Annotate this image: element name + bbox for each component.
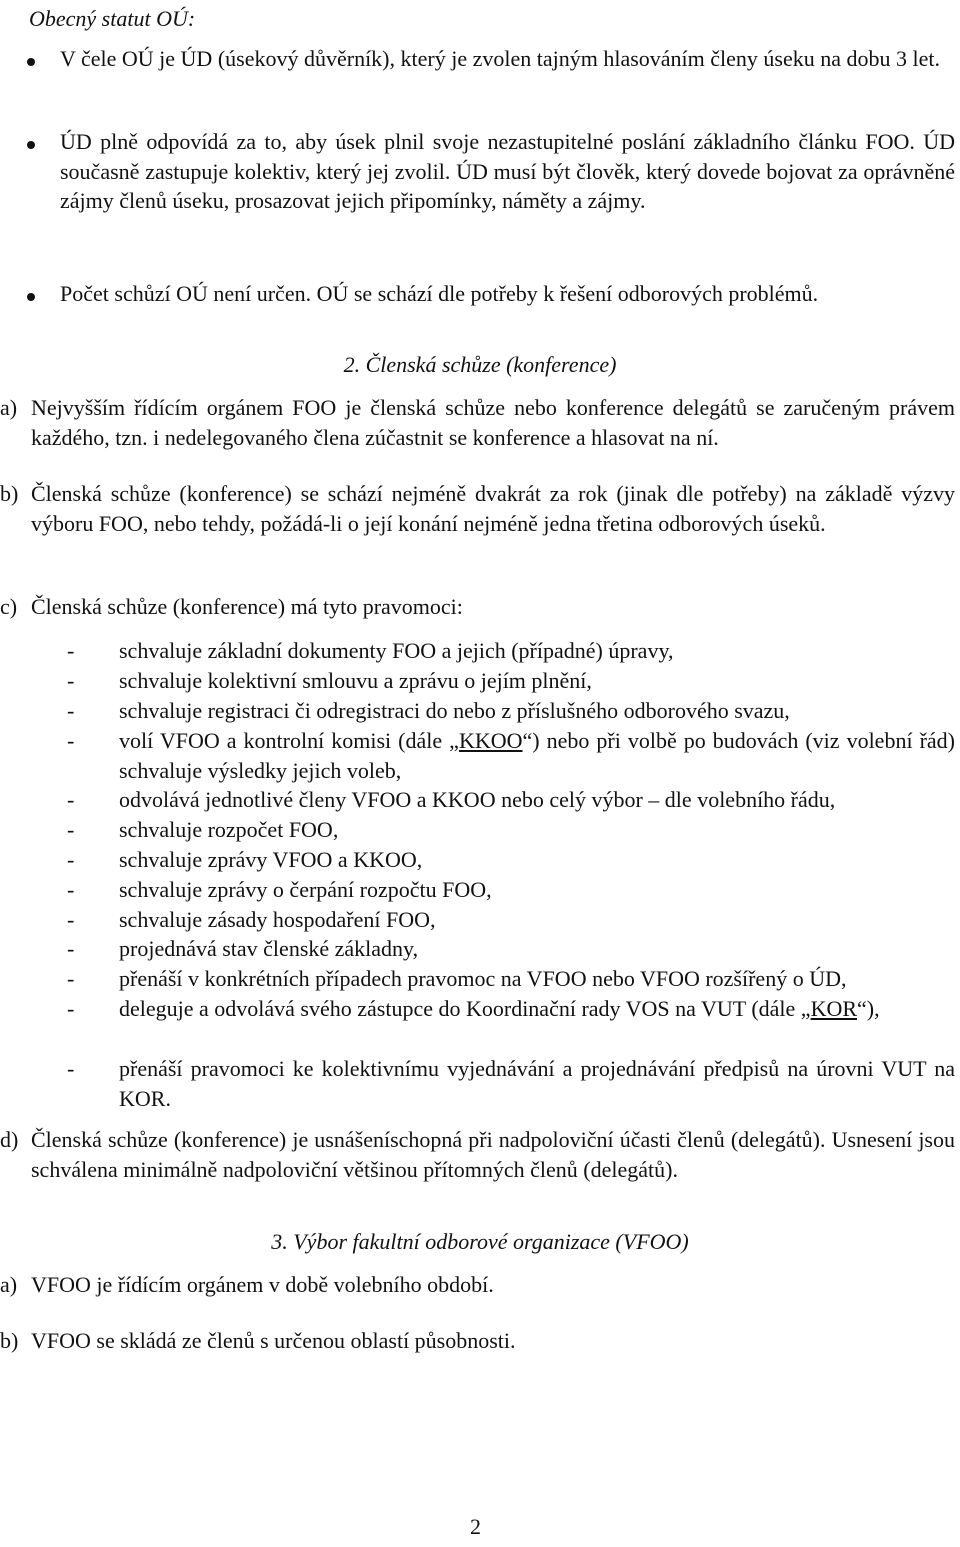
- dash-marker: -: [67, 817, 75, 842]
- list-item-text: volí VFOO a kontrolní komisi (dále „: [119, 728, 459, 753]
- bullet-item-2: ÚD plně odpovídá za to, aby úsek plnil svoje nezastupitelné poslání základního článku FOO. ÚD současně zastupuje kolektiv, který jej zvolil. ÚD musí být člověk, který dovede bojovat za oprávněné zájmy členů úseku, prosazovat jejich připomínky, náměty a zájmy.: [60, 129, 955, 213]
- dash-marker: -: [67, 787, 75, 812]
- page-number: 2: [470, 1514, 481, 1539]
- list-item: schvaluje kolektivní smlouvu a zprávu o jejím plnění,: [119, 668, 592, 693]
- dash-marker: -: [67, 1056, 75, 1081]
- list-item-text: deleguje a odvolává svého zástupce do Koordinační rady VOS na VUT (dále „: [119, 996, 811, 1021]
- bullet-dot: [27, 141, 35, 149]
- para-3b-label: b): [0, 1328, 19, 1353]
- list-item: schvaluje základní dokumenty FOO a jejich (případné) úpravy,: [119, 638, 674, 663]
- para-b-text: Členská schůze (konference) se schází nejméně dvakrát za rok (jinak dle potřeby) na základě výzvy výboru FOO, nebo tehdy, požádá-li o její konání nejméně jedna třetina odborových úseků.: [31, 481, 955, 536]
- para-b-label: b): [0, 481, 19, 506]
- dash-marker: -: [67, 996, 75, 1021]
- bullet-item-3: Počet schůzí OÚ není určen. OÚ se schází dle potřeby k řešení odborových problémů.: [60, 281, 819, 306]
- dash-marker: -: [67, 698, 75, 723]
- list-item: odvolává jednotlivé členy VFOO a KKOO nebo celý výbor – dle volebního řádu,: [119, 787, 836, 812]
- dash-marker: -: [67, 847, 75, 872]
- dash-marker: -: [67, 638, 75, 663]
- para-a-label: a): [0, 395, 18, 420]
- dash-marker: -: [67, 966, 75, 991]
- list-item-text: “),: [857, 996, 880, 1021]
- list-item: [119, 994, 955, 1024]
- bullet-item-1: V čele OÚ je ÚD (úsekový důvěrník), který je zvolen tajným hlasováním členy úseku na dobu 3 let.: [60, 46, 940, 71]
- para-d-label: d): [0, 1127, 19, 1152]
- para-a-text: Nejvyšším řídícím orgánem FOO je členská schůze nebo konference delegátů se zaručeným právem každého, tzn. i nedelegovaného člena zúčastnit se konference a hlasovat na ní.: [31, 395, 955, 450]
- abbreviation-kor: KOR: [810, 996, 858, 1021]
- section-heading: Obecný statut OÚ:: [29, 6, 196, 31]
- list-item: přenáší pravomoci ke kolektivnímu vyjednávání a projednávání předpisů na úrovni VUT na KOR.: [119, 1056, 955, 1111]
- list-item: schvaluje zprávy VFOO a KKOO,: [119, 847, 423, 872]
- para-d-text: Členská schůze (konference) je usnášeníschopná při nadpoloviční účasti členů (delegátů). Usnesení jsou schválena minimálně nadpoloviční většinou přítomných členů (delegátů).: [31, 1127, 955, 1182]
- dash-marker: -: [67, 907, 75, 932]
- para-c-text: Členská schůze (konference) má tyto pravomoci:: [31, 594, 463, 619]
- abbreviation-kkoo: KKOO: [458, 728, 523, 753]
- section-2-heading: 2. Členská schůze (konference): [343, 352, 617, 377]
- dash-marker: -: [67, 877, 75, 902]
- bullet-dot: [27, 58, 35, 66]
- list-item: schvaluje rozpočet FOO,: [119, 817, 339, 842]
- list-item: schvaluje zásady hospodaření FOO,: [119, 907, 436, 932]
- list-item-text: “) nebo při volbě po budovách (viz volební řád) schvaluje výsledky jejich voleb,: [119, 728, 955, 783]
- para-3a-text: VFOO je řídícím orgánem v době volebního období.: [31, 1272, 494, 1297]
- para-3a-label: a): [0, 1272, 18, 1297]
- list-item: přenáší v konkrétních případech pravomoc na VFOO nebo VFOO rozšířený o ÚD,: [119, 966, 847, 991]
- para-3b-text: VFOO se skládá ze členů s určenou oblastí působnosti.: [31, 1328, 516, 1353]
- dash-marker: -: [67, 936, 75, 961]
- list-item: schvaluje zprávy o čerpání rozpočtu FOO,: [119, 877, 492, 902]
- section-3-heading: 3. Výbor fakultní odborové organizace (VFOO): [271, 1229, 689, 1254]
- list-item: schvaluje registraci či odregistraci do nebo z příslušného odborového svazu,: [119, 698, 790, 723]
- list-item: [119, 726, 955, 785]
- dash-marker: -: [67, 728, 75, 753]
- list-item: projednává stav členské základny,: [119, 936, 419, 961]
- para-c-label: c): [0, 594, 18, 619]
- dash-marker: -: [67, 668, 75, 693]
- bullet-dot: [27, 293, 35, 301]
